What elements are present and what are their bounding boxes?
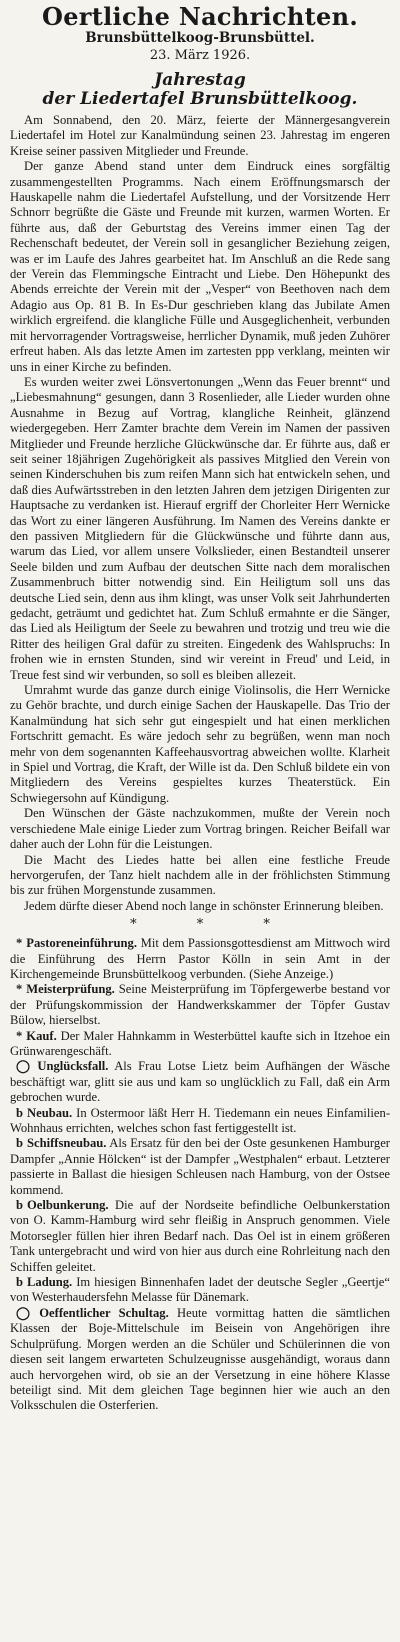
issue-date: 23. März 1926. xyxy=(149,48,251,63)
notice-marker: b xyxy=(16,1105,24,1120)
notice-lead: Schiffsneubau. xyxy=(27,1136,107,1151)
section-divider: * * * xyxy=(130,917,298,933)
notice-text: Heute vormittag hatten die sämtlichen Klassen der Boje-Mittelschule im Beisein von Angehörigen ihre Schulprüfung. Morgen werden an die Schüler und Schülerinnen die von diesen seit langem erwarteten Schulzeugnisse ausgehändigt, woraus dann auch hervorgehen wird, ob sie an der Versetzung in eine höhere Klasse beteiligt sind. Mit dem gleichen Tage beginnen hier wie auch an den Volksschulen die Osterferien. xyxy=(10,1305,390,1413)
notice-text: Im hiesigen Binnenhafen ladet der deutsche Segler „Geertje“ von Westerhaudersfehn Melasse für Dänemark. xyxy=(10,1275,390,1305)
masthead: Oertliche Nachrichten. xyxy=(42,2,358,31)
notice-lead: Neubau. xyxy=(27,1105,73,1120)
notice-item xyxy=(10,1029,390,1060)
notice-lead: Ladung. xyxy=(27,1275,73,1290)
notice-lead: Pastoreneinführung. xyxy=(26,936,137,951)
notice-item xyxy=(10,1275,390,1306)
notice-item xyxy=(10,982,390,1028)
notice-marker: b xyxy=(16,1136,24,1151)
notice-item xyxy=(10,1306,390,1414)
notice-lead: Oelbunkerung. xyxy=(27,1198,109,1213)
article-headline-line-1: Jahrestag xyxy=(154,70,246,90)
local-notices xyxy=(10,936,390,1414)
article-paragraph: Die Macht des Liedes hatte bei allen eine festliche Freude hervorgerufen, der Tanz hielt nachdem alle in der fröhlichsten Stimmung bis zur frühen Morgenstunde zusammen. xyxy=(10,852,390,898)
notice-text: Als Ersatz für den bei der Oste gesunkenen Hamburger Dampfer „Annie Hölcken“ ist der Dampfer „Westphalen“ erbaut. Letzterer passierte in Ballast die hiesigen Schleusen nach Hamburg, von der Ostsee kommend. xyxy=(10,1136,390,1197)
notice-marker: ◯ xyxy=(16,1059,34,1074)
notice-marker: * xyxy=(16,936,23,951)
notice-marker: * xyxy=(16,1028,23,1043)
notice-marker: * xyxy=(16,982,23,997)
notice-marker: ◯ xyxy=(16,1305,36,1320)
section-subhead: Brunsbüttelkoog-Brunsbüttel. xyxy=(85,30,315,46)
article-paragraph: Der ganze Abend stand unter dem Eindruck eines sorgfältig zusammengestellten Programms. Nach einem Eröffnungsmarsch der Hauskapelle nahm die Liedertafel Aufstellung, und der Vorsitzende Herr Schnorr begrüßte die Gäste und Freunde mit kurzen, warmen Worten. Er führte aus, daß der Geburtstag des Vereins immer einen Tag der Rechenschaft bedeutet, der Verein soll in gesanglicher Beziehung zeigen, was er im Laufe des Jahres gearbeitet hat. Im Anschluß an die Rede sang der Verein das Flemmingsche Eintracht und Liebe. Den Höhepunkt des Abends erreichte der Verein mit der „Vesper“ von Beethoven nach dem Adagio aus Op. 81 B. In Es-Dur geschrieben klang das Jubilate Amen wirklich ergreifend. die klangliche Fülle und Ausgeglichenheit, verbunden mit hervorragender Vortragsweise, herrlicher Dynamik, muß jeden Zuhörer erfreut haben. Als das letzte Amen im zartesten ppp verklang, meinten wir uns in einer Kirche zu befinden. xyxy=(10,159,390,374)
notice-text: Als Frau Lotse Lietz beim Aufhängen der Wäsche beschäftigt war, glitt sie aus und kam so unglücklich zu Fall, daß ein Arm gebrochen wurde. xyxy=(10,1059,390,1105)
notice-item xyxy=(10,1106,390,1137)
article-headline-line-2: der Liedertafel Brunsbüttelkoog. xyxy=(42,89,358,109)
notice-text: In Ostermoor läßt Herr H. Tiedemann ein neues Einfamilien-Wohnhaus errichten, welches schon fast fertiggestellt ist. xyxy=(10,1105,391,1135)
notice-marker: b xyxy=(16,1275,24,1290)
article-paragraph: Den Wünschen der Gäste nachzukommen, mußte der Verein noch verschiedene Male einige Lieder zum Vortrag bringen. Reicher Beifall war daher auch der Lohn für die Leistungen. xyxy=(10,806,390,852)
notice-text: Die auf der Nordseite befindliche Oelbunkerstation von O. Kamm-Hamburg wird sehr fleißig in Anspruch genommen. Viele Motorsegler füllen hier ihren Bedarf nach. Das Oel ist in einem größeren Tank untergebracht und wird von hier aus durch eine Rohrleitung nach den Schiffen geleitet. xyxy=(10,1198,390,1274)
notice-lead: Unglücksfall. xyxy=(37,1059,109,1074)
article-paragraph: Am Sonnabend, den 20. März, feierte der Männergesangverein Liedertafel im Hotel zur Kanalmündung seinen 23. Jahrestag im engeren Kreise seiner passiven Mitglieder und Freunde. xyxy=(10,113,390,158)
notice-item xyxy=(10,1198,390,1275)
notice-text: Seine Meisterprüfung im Töpfergewerbe bestand vor der Prüfungskommission der Handwerkskammer der Töpfer Gustav Bülow, hierselbst. xyxy=(10,982,390,1028)
article-paragraph: Es wurden weiter zwei Lönsvertonungen „Wenn das Feuer brennt“ und „Liebesmahnung“ gesungen, dann 3 Rosenlieder, alle Lieder wurden ohne Ausnahme in Bezug auf Vortrag, klangliche Reinheit, glänzend wiedergegeben. Herr Zamter brachte dem Verein im Namen der passiven Mitglieder und Freunde herzliche Glückwünsche dar. Er führte aus, daß er seit seiner 18jährigen Zugehörigkeit als passives Mitglied den Verein von seinen Kinderschuhen bis zum reifen Mann sich hat entwickeln sehen, und daß dies Aufwärtsstreben in den letzten Jahren dem jetzigen Dirigenten zur Hauptsache zu verdanken ist. Hierauf ergriff der Chorleiter Herr Wernicke das Wort zu einer längeren Ausführung. Im Namen des Vereins dankte er den passiven Mitgliedern für die Glückwünsche und führte dann aus, warum das Lied, vor allem unsere Volkslieder, einen Bestandteil unserer Seele bilden und zum Aufbau der deutschen Sitte nach dem moralischen Zusammenbruch bitter notwendig sind. Ein Heiligtum soll uns das deutsche Lied sein, denn aus ihm klingt, was unser Volk seit Jahrhunderten gedacht, geträumt und gedichtet hat. Zum Schluß ermahnte er die Sänger, das Lied als Heiligtum der Seele zu bewahren und trotzig und treu wie die Ritter des heiligen Gral dafür zu streiten. Eingedenk des Wahlspruchs: In frohen wie in ernsten Stunden, sind wir vereint in Freud' und Leid, in Treue fest sind wir verbunden, so soll es bleiben allezeit. xyxy=(10,374,390,682)
notice-item xyxy=(10,1136,390,1198)
article-paragraph: Umrahmt wurde das ganze durch einige Violinsolis, die Herr Wernicke zu Gehör brachte, und durch einige Sachen der Hauskapelle. Das Trio der Kanalmündung hat sich sehr gut eingespielt und hat einen merklichen Fortschritt gemacht. Es wäre jedoch sehr zu begrüßen, wenn man noch mehr von dem sogenannten Kaffeehausvortrag abweichen wollte. Klarheit in Spiel und Vortrag, die Kraft, der Wille ist da. Den Schluß bildete ein von Mitgliedern des Vereins gespieltes kurzes Theaterstück. Ein Schwiegersohn auf Kündigung. xyxy=(10,683,390,805)
notice-marker: b xyxy=(16,1198,24,1213)
article xyxy=(10,71,390,914)
notice-text: Der Maler Hahnkamm in Westerbüttel kaufte sich in Itzehoe ein Grünwarengeschäft. xyxy=(10,1028,390,1058)
notice-lead: Oeffentlicher Schultag. xyxy=(39,1305,169,1320)
article-paragraph: Jedem dürfte dieser Abend noch lange in schönster Erinnerung bleiben. xyxy=(24,898,384,913)
notice-lead: Meisterprüfung. xyxy=(26,982,115,997)
notice-item xyxy=(10,936,390,982)
notice-text: Mit dem Passionsgottesdienst am Mittwoch wird die Einführung des Herrn Pastor Kölln in sein Amt in der Kirchengemeinde Brunsbüttelkoog verbunden. (Siehe Anzeige.) xyxy=(10,936,390,981)
notice-item xyxy=(10,1059,390,1105)
notice-lead: Kauf. xyxy=(26,1028,57,1043)
